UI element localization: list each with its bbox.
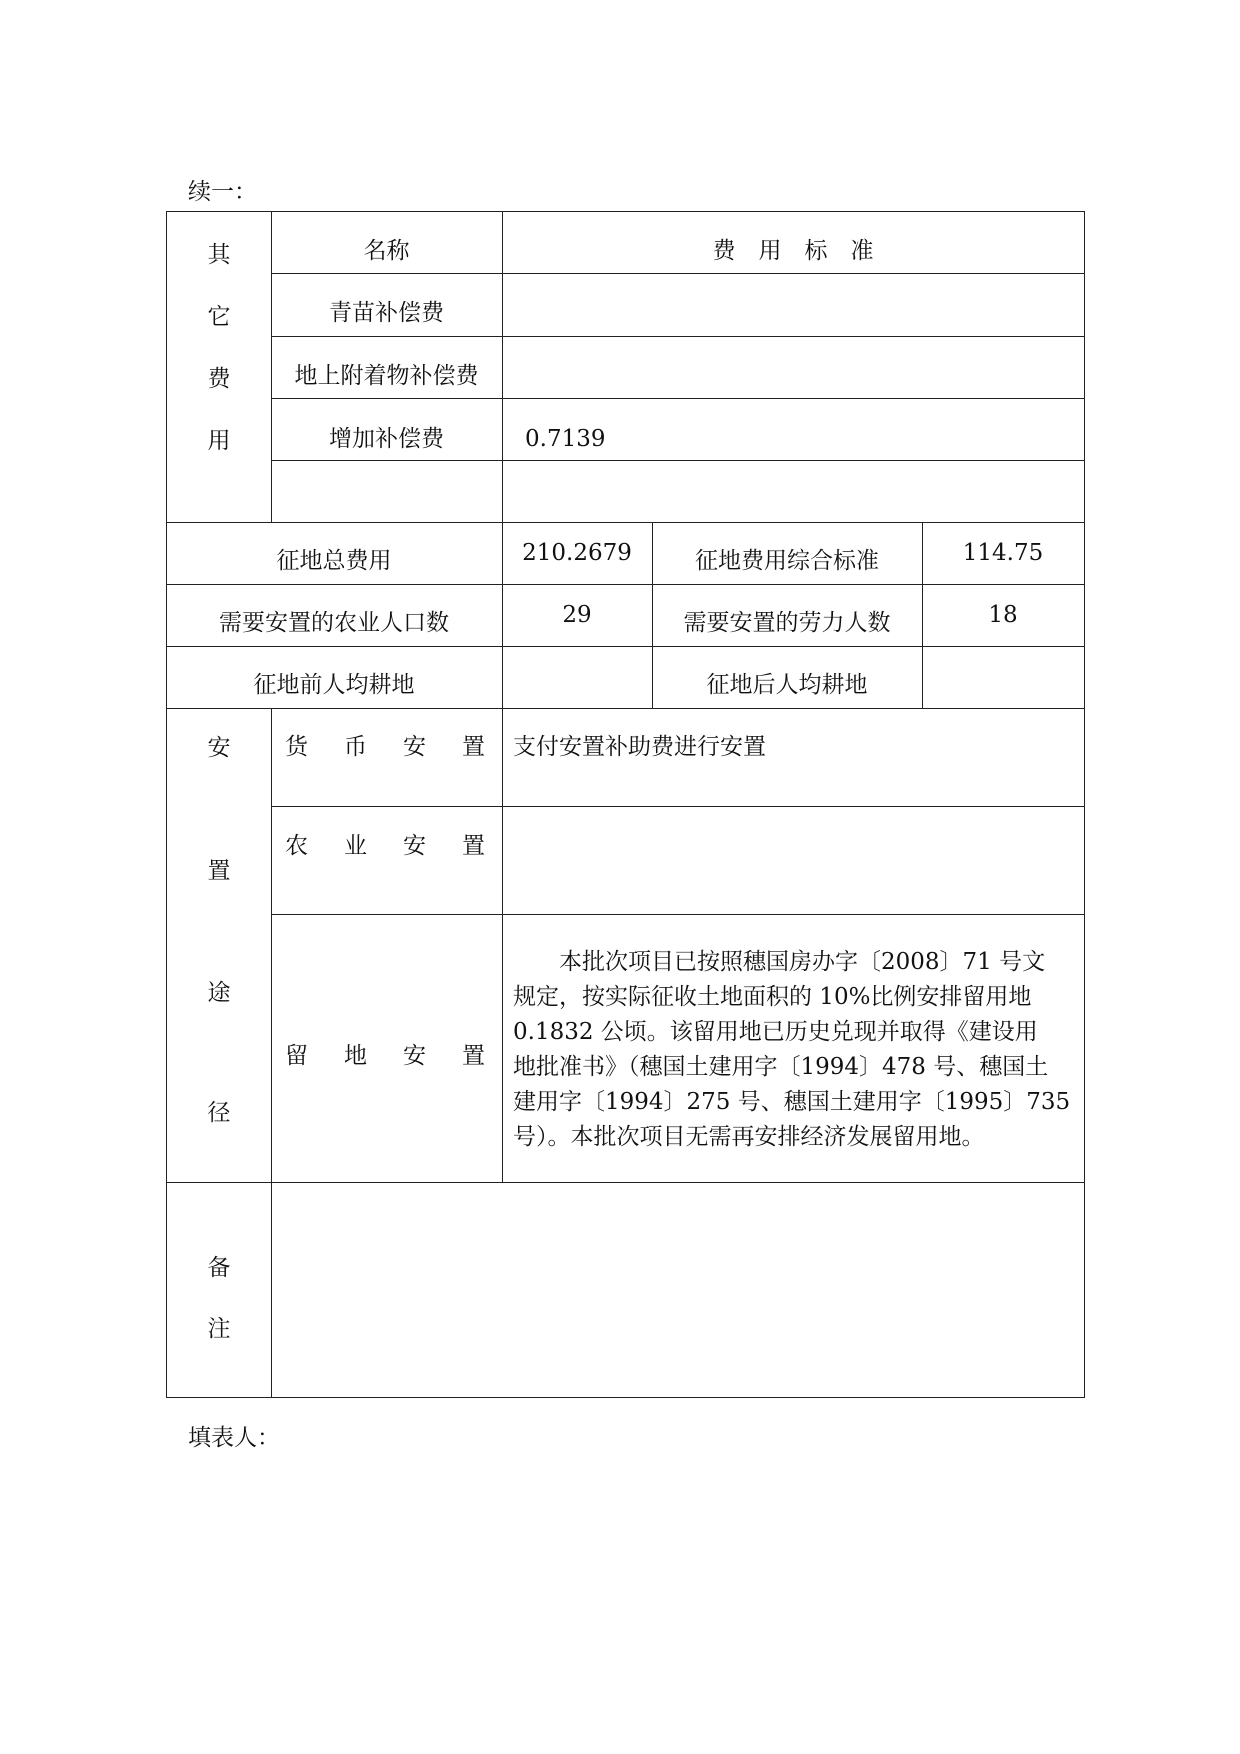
labor-count-value: 18 xyxy=(988,602,1018,628)
agricultural-resettlement-label: 农 业 安 置 xyxy=(285,833,485,859)
agri-population-label: 需要安置的农业人口数 xyxy=(219,610,449,636)
total-cost-value: 210.2679 xyxy=(522,540,632,566)
resettlement-label-char-2: 置 xyxy=(207,858,231,884)
remarks-label-char-1: 备 xyxy=(207,1255,231,1281)
fee-name-additional: 增加补偿费 xyxy=(329,426,444,452)
continuation-label: 续一： xyxy=(188,179,257,205)
fee-name-attachments: 地上附着物补偿费 xyxy=(294,363,479,389)
resettlement-label-char-4: 径 xyxy=(207,1100,231,1126)
filled-by-label: 填表人： xyxy=(188,1425,280,1451)
arable-after-label: 征地后人均耕地 xyxy=(706,672,868,698)
monetary-resettlement-value: 支付安置补助费进行安置 xyxy=(513,734,766,760)
combined-standard-label: 征地费用综合标准 xyxy=(695,548,879,574)
combined-standard-value: 114.75 xyxy=(962,540,1044,566)
total-cost-label: 征地总费用 xyxy=(276,548,392,574)
other-fees-section-label: 其 它 费 用 xyxy=(207,242,231,454)
remarks-label-char-2: 注 xyxy=(207,1316,231,1342)
monetary-resettlement-label: 货 币 安 置 xyxy=(285,734,485,760)
resettlement-label-char-3: 途 xyxy=(207,980,231,1006)
agri-population-value: 29 xyxy=(562,602,592,628)
labor-count-label: 需要安置的劳力人数 xyxy=(683,610,891,636)
reserved-land-resettlement-label: 留 地 安 置 xyxy=(285,1043,485,1069)
column-header-name: 名称 xyxy=(363,238,410,264)
resettlement-label-char-1: 安 xyxy=(207,735,231,761)
column-header-standard: 费 用 标 准 xyxy=(712,238,874,264)
reserved-land-resettlement-text: 本批次项目已按照穗国房办字〔2008〕71 号文 规定，按实际征收土地面积的 10%比例安排留用地 0.1832 公顷。该留用地已历史兑现并取得《建设用 地批准书》（穗国土建用字〔1994〕478 号、穗国土 建用字〔1994〕275 号、穗国土建用字〔1995〕735 号）。本批次项目无需再安排经济发展留用地。 xyxy=(513,949,1071,1150)
arable-before-label: 征地前人均耕地 xyxy=(253,672,415,698)
fee-value-additional: 0.7139 xyxy=(525,426,606,452)
fee-name-seedling: 青苗补偿费 xyxy=(329,300,444,326)
